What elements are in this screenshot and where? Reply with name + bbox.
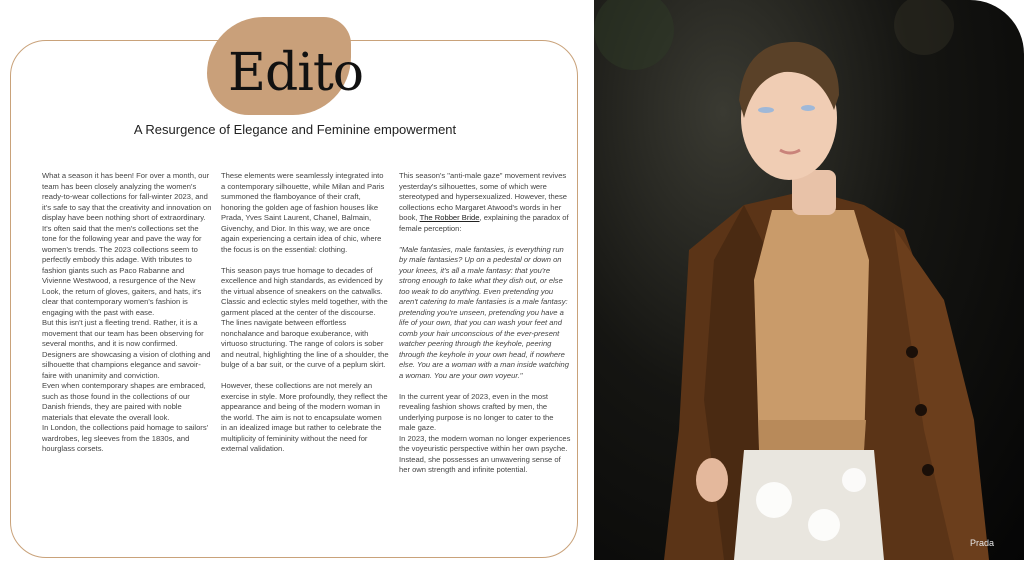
article-column-3 [399, 171, 571, 476]
quote: "Male fantasies, male fantasies, is everything run by male fantasies? Up on a pedestal or down on your knees, it's all a male fantasy: that you're strong enough to take what they dish out, or else too weak to do anything. Even pretending you aren't catering to male fantasies is a male fantasy: pretending you're unseen, pretending you have a life of your own, that you can wash your feet and comb your hair unconscious of the ever-present watcher peering through the keyhole, peering through the keyhole in your own head, if nowhere else. You are a woman with a man inside watching a woman. You are your own voyeur." [399, 244, 569, 380]
paragraph: It's often said that the men's collections set the tone for the following year and pave the way for women's trends. The 2023 collections seem to perfectly embody this adage. With tributes to fashion giants such as Paco Rabanne and Vivienne Westwood, a resurgence of the New Look, the return of gloves, gaiters, and hats, it's clear that contemporary women's fashion is engaging with the past with ease. [42, 223, 202, 317]
paragraph [399, 171, 571, 234]
article-column-1 [42, 171, 212, 455]
intro-text: This season's "anti-male gaze" movement revives yesterday's silhouettes, some of which were stereotyped and hypersexualized. However, these collections echo Margaret Atwood's words in her book, [399, 171, 568, 222]
page-title: Edito [228, 43, 364, 103]
paragraph: But this isn't just a fleeting trend. Rather, it is a movement that our team has been observing for several months, and it is now confirmed. Designers are showcasing a vision of clothing and silhouette that champions elegance and savoir-faire with unanimity and conviction. [42, 318, 211, 380]
paragraph: Even when contemporary shapes are embraced, such as those found in the collections of our Danish friends, they are paired with noble materials that elevate the overall look. [42, 381, 206, 422]
page-subtitle: A Resurgence of Elegance and Feminine empowerment [133, 122, 457, 137]
paragraph: These elements were seamlessly integrated into a contemporary silhouette, while Milan and Paris summoned the flamboyance of their craft, honoring the golden age of fashion houses like Prada, Yves Saint Laurent, Chanel, Balmain, Givenchy, and Dior. In this way, we are once again experiencing a certain idea of chic, where the focus is on the essential: clothing. [221, 171, 385, 254]
paragraph: In the current year of 2023, even in the most revealing fashion shows crafted by men, the underlying purpose is no longer to cater to the male gaze. [399, 391, 554, 432]
paragraph: What a season it has been! For over a month, our team has been closely analyzing the women's ready-to-wear collections for fall-winter 2023, and it's safe to say that the creativity and innovation on display have been nothing short of extraordinary. [42, 171, 212, 222]
paragraph: However, these collections are not merely an exercise in style. More profoundly, they reflect the appearance and being of the modern woman in the world. The aim is not to encapsulate women in an idealized image but rather to celebrate the multiplicity of femininity without the need for external validation. [221, 381, 388, 453]
book-title-link[interactable]: The Robber Bride [419, 213, 480, 222]
paragraph: In London, the collections paid homage to sailors' wardrobes, leg sleeves from the 1830s, and hourglass corsets. [42, 423, 209, 453]
photo-caption: Prada [969, 538, 994, 548]
paragraph: In 2023, the modern woman no longer experiences the voyeuristic perspective within her own psyche. Instead, she possesses an unwavering sense of her own strength and infinite potential. [399, 433, 571, 474]
fashion-photo [594, 0, 1024, 560]
paragraph: This season pays true homage to decades of excellence and high standards, as evidenced by the virtual absence of sneakers on the catwalks. Classic and eclectic styles meld together, with the garment placed at the center of the discourse. The lines navigate between effortless nonchalance and baroque exuberance, with virtuoso structuring. The range of colors is sober and neutral, highlighting the line of a shoulder, the bulge of a bar suit, or the curve of a peplum skirt. [221, 265, 389, 369]
article-column-2 [221, 171, 389, 455]
intro-text-end: , explaining the paradox of female perception: [399, 213, 569, 233]
model-illustration [594, 0, 1024, 560]
